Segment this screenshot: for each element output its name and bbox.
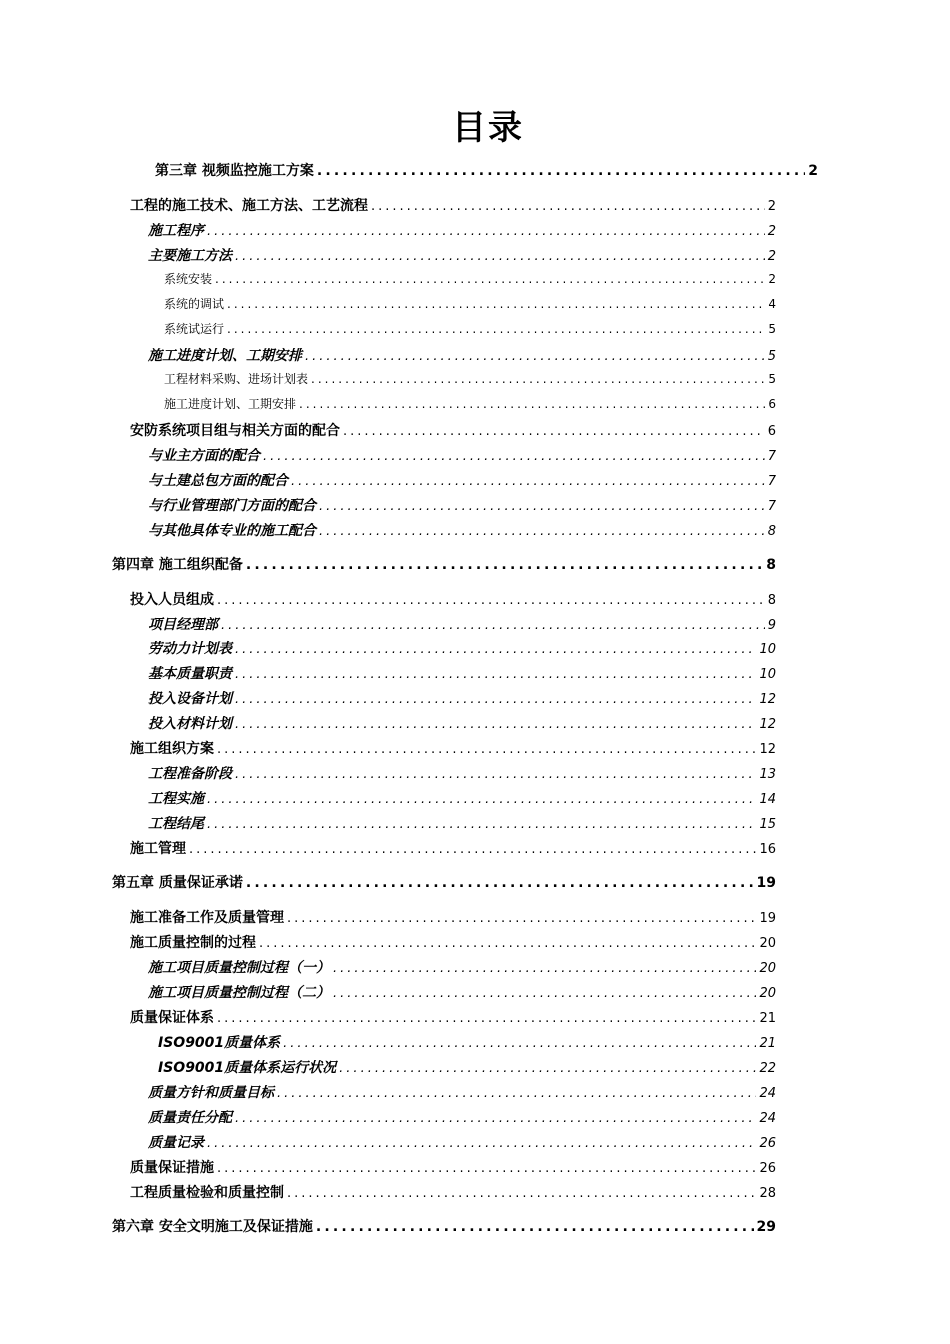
toc-page-number: 10 — [759, 642, 776, 657]
toc-dot-leader — [217, 1161, 756, 1176]
toc-entry[interactable] — [148, 638, 776, 660]
toc-page-number: 8 — [766, 557, 776, 573]
toc-dot-leader — [217, 742, 756, 757]
toc-dot-leader — [235, 767, 756, 782]
toc-dot-leader — [221, 618, 765, 633]
toc-dot-leader — [371, 199, 765, 214]
toc-dot-leader — [227, 322, 765, 336]
toc-page-number: 19 — [759, 911, 776, 926]
toc-dot-leader — [207, 792, 756, 807]
toc-entry[interactable] — [148, 763, 776, 785]
toc-entry[interactable] — [148, 614, 776, 636]
toc-page-number: 7 — [767, 474, 776, 489]
toc-page-number: 26 — [759, 1136, 776, 1151]
toc-page-number: 2 — [767, 224, 776, 239]
toc-entry[interactable] — [164, 270, 776, 292]
toc-entry[interactable] — [148, 688, 776, 710]
toc-entry[interactable] — [155, 160, 818, 182]
toc-entry[interactable] — [130, 1157, 776, 1179]
toc-page-number: 14 — [759, 792, 776, 807]
toc-page-number: 26 — [759, 1161, 776, 1176]
toc-entry[interactable] — [148, 470, 776, 492]
toc-entry[interactable] — [148, 445, 776, 467]
toc-entry-label: 质量保证措施 — [130, 1160, 214, 1176]
toc-entry-label: 系统安装 — [164, 272, 213, 286]
toc-page-number: 15 — [759, 817, 776, 832]
toc-page-number: 8 — [767, 524, 776, 539]
toc-page-number: 2 — [768, 272, 776, 286]
toc-entry[interactable] — [112, 1216, 776, 1238]
toc-entry-label: 质量记录 — [148, 1135, 204, 1151]
toc-dot-leader — [235, 249, 765, 264]
toc-dot-leader — [235, 717, 756, 732]
toc-entry-label: 第四章 施工组织配备 — [112, 557, 243, 573]
toc-page-number: 20 — [759, 936, 776, 951]
toc-entry-label: 劳动力计划表 — [148, 641, 232, 657]
toc-dot-leader — [217, 593, 765, 608]
toc-dot-leader — [277, 1086, 756, 1101]
toc-entry[interactable] — [148, 495, 776, 517]
toc-entry-label: 投入设备计划 — [148, 691, 232, 707]
toc-dot-leader — [287, 1186, 756, 1201]
toc-entry[interactable] — [158, 1032, 776, 1054]
toc-entry[interactable] — [148, 520, 776, 542]
toc-page-number: 2 — [767, 249, 776, 264]
toc-entry[interactable] — [130, 420, 776, 442]
toc-page-number: 5 — [768, 322, 776, 336]
toc-dot-leader — [333, 986, 756, 1001]
toc-dot-leader — [259, 936, 756, 951]
toc-entry-label: 施工进度计划、工期安排 — [148, 348, 302, 364]
toc-entry-label: 系统的调试 — [164, 297, 225, 311]
toc-dot-leader — [343, 424, 765, 439]
toc-entry-label: 主要施工方法 — [148, 248, 232, 264]
toc-entry[interactable] — [148, 1107, 776, 1129]
toc-page-number: 5 — [767, 349, 776, 364]
toc-entry-label: ISO9001质量体系 — [158, 1035, 281, 1051]
toc-entry-label: 与其他具体专业的施工配合 — [148, 523, 316, 539]
toc-page-number: 12 — [759, 692, 776, 707]
toc-dot-leader — [235, 1111, 756, 1126]
toc-entry-label: 投入材料计划 — [148, 716, 232, 732]
toc-dot-leader — [263, 449, 765, 464]
page-title: 目录 — [452, 108, 524, 148]
toc-page-number: 2 — [808, 163, 818, 179]
toc-dot-leader — [283, 1036, 756, 1051]
toc-entry[interactable] — [130, 838, 776, 860]
toc-entry-label: 与行业管理部门方面的配合 — [148, 498, 316, 514]
toc-entry-label: 工程准备阶段 — [148, 766, 232, 782]
toc-dot-leader — [235, 692, 756, 707]
toc-entry-label: 第三章 视频监控施工方案 — [155, 163, 314, 179]
toc-dot-leader — [333, 961, 756, 976]
toc-entry-label: 质量保证体系 — [130, 1010, 214, 1026]
toc-entry[interactable] — [164, 295, 776, 317]
toc-page-number: 20 — [759, 961, 776, 976]
toc-page-number: 28 — [759, 1186, 776, 1201]
toc-entry[interactable] — [164, 320, 776, 342]
toc-dot-leader — [246, 557, 763, 573]
toc-dot-leader — [291, 474, 765, 489]
toc-page-number: 24 — [759, 1086, 776, 1101]
toc-page-number: 4 — [768, 297, 776, 311]
toc-entry-label: 施工准备工作及质量管理 — [130, 910, 284, 926]
toc-dot-leader — [311, 372, 765, 386]
toc-entry-label: 系统试运行 — [164, 322, 225, 336]
toc-entry[interactable] — [148, 982, 776, 1004]
toc-entry[interactable] — [112, 872, 776, 894]
toc-entry-label: 工程实施 — [148, 791, 204, 807]
toc-entry-label: 施工管理 — [130, 841, 186, 857]
toc-entry-label: 施工程序 — [148, 223, 204, 239]
toc-entry[interactable] — [148, 245, 776, 267]
toc-page-number: 13 — [759, 767, 776, 782]
toc-entry[interactable] — [164, 370, 776, 392]
toc-entry[interactable] — [158, 1057, 776, 1079]
toc-page-number: 8 — [767, 593, 776, 608]
toc-page-number: 21 — [759, 1036, 776, 1051]
toc-entry[interactable] — [148, 713, 776, 735]
toc-entry-label: 项目经理部 — [148, 617, 218, 633]
toc-page-number: 7 — [767, 449, 776, 464]
toc-dot-leader — [215, 272, 765, 286]
toc-entry-label: 质量责任分配 — [148, 1110, 232, 1126]
toc-dot-leader — [246, 875, 754, 891]
toc-entry-label: 施工项目质量控制过程（二） — [148, 985, 330, 1001]
toc-entry[interactable] — [130, 195, 776, 217]
toc-page-number: 19 — [756, 875, 776, 891]
toc-entry-label: 施工组织方案 — [130, 741, 214, 757]
toc-entry-label: 投入人员组成 — [130, 592, 214, 608]
toc-entry[interactable] — [148, 220, 776, 242]
toc-entry[interactable] — [148, 1132, 776, 1154]
toc-dot-leader — [319, 524, 765, 539]
toc-entry-label: 质量方针和质量目标 — [148, 1085, 274, 1101]
toc-entry-label: 第六章 安全文明施工及保证措施 — [112, 1219, 313, 1235]
toc-page-number: 16 — [759, 842, 776, 857]
toc-entry-label: 施工项目质量控制过程（一） — [148, 960, 330, 976]
toc-entry-label: 工程质量检验和质量控制 — [130, 1185, 284, 1201]
toc-entry-label: 工程结尾 — [148, 816, 204, 832]
toc-entry-label: 施工进度计划、工期安排 — [164, 397, 297, 411]
toc-page-number: 20 — [759, 986, 776, 1001]
toc-page-number: 24 — [759, 1111, 776, 1126]
toc-entry[interactable] — [130, 1182, 776, 1204]
toc-page-number: 9 — [767, 618, 776, 633]
toc-dot-leader — [317, 163, 805, 179]
toc-entry[interactable] — [112, 554, 776, 576]
toc-entry-label: 基本质量职责 — [148, 666, 232, 682]
toc-entry[interactable] — [148, 663, 776, 685]
toc-page-number: 21 — [759, 1011, 776, 1026]
toc-page-number: 12 — [759, 717, 776, 732]
toc-page-number: 6 — [767, 424, 776, 439]
toc-entry[interactable] — [148, 788, 776, 810]
toc-entry[interactable] — [148, 813, 776, 835]
toc-dot-leader — [235, 667, 756, 682]
toc-entry[interactable] — [130, 932, 776, 954]
toc-entry-label: 工程材料采购、进场计划表 — [164, 372, 309, 386]
toc-entry[interactable] — [148, 345, 776, 367]
toc-entry[interactable] — [148, 957, 776, 979]
toc-entry-label: 与业主方面的配合 — [148, 448, 260, 464]
toc-page-number: 7 — [767, 499, 776, 514]
toc-dot-leader — [299, 397, 765, 411]
toc-entry[interactable] — [130, 907, 776, 929]
toc-dot-leader — [235, 642, 756, 657]
toc-page-number: 6 — [768, 397, 776, 411]
toc-dot-leader — [305, 349, 765, 364]
toc-dot-leader — [217, 1011, 756, 1026]
toc-page-number: 22 — [759, 1061, 776, 1076]
toc-dot-leader — [319, 499, 765, 514]
toc-entry-label: 工程的施工技术、施工方法、工艺流程 — [130, 198, 368, 214]
toc-entry[interactable] — [130, 1007, 776, 1029]
toc-dot-leader — [339, 1061, 756, 1076]
toc-entry-label: ISO9001质量体系运行状况 — [158, 1060, 337, 1076]
toc-entry[interactable] — [130, 589, 776, 611]
toc-entry-label: 施工质量控制的过程 — [130, 935, 256, 951]
toc-dot-leader — [207, 817, 756, 832]
toc-dot-leader — [189, 842, 756, 857]
toc-page-number: 10 — [759, 667, 776, 682]
toc-entry[interactable] — [164, 395, 776, 417]
toc-page-number: 2 — [767, 199, 776, 214]
toc-entry-label: 第五章 质量保证承诺 — [112, 875, 243, 891]
toc-page-number: 12 — [759, 742, 776, 757]
toc-page-number: 5 — [768, 372, 776, 386]
toc-entry[interactable] — [130, 738, 776, 760]
toc-page-number: 29 — [756, 1219, 776, 1235]
toc-dot-leader — [227, 297, 765, 311]
toc-dot-leader — [316, 1219, 754, 1235]
toc-dot-leader — [207, 224, 765, 239]
toc-dot-leader — [287, 911, 756, 926]
toc-dot-leader — [207, 1136, 756, 1151]
toc-entry-label: 安防系统项目组与相关方面的配合 — [130, 423, 340, 439]
toc-entry-label: 与土建总包方面的配合 — [148, 473, 288, 489]
toc-entry[interactable] — [148, 1082, 776, 1104]
